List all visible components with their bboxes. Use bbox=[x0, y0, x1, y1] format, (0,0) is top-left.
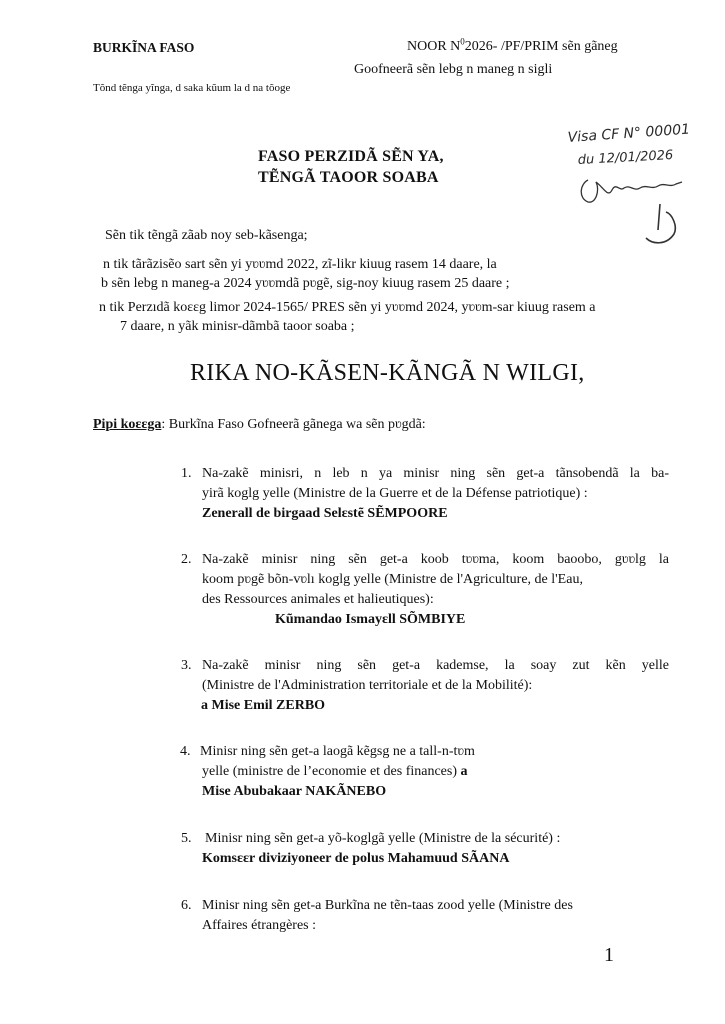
article-1-text: : Burkĩna Faso Gofneerã gãnega wa sẽn pʋgdã: bbox=[161, 417, 426, 432]
entry-number: 4. bbox=[180, 744, 191, 759]
entry-line: des Ressources animales et halieutiques): bbox=[202, 592, 434, 607]
ref-suffix: 2026- /PF/PRIM sẽn gãneg bbox=[464, 39, 618, 54]
article-1 bbox=[93, 417, 426, 433]
signature-scribble bbox=[581, 180, 682, 202]
entry-number: 5. bbox=[181, 831, 192, 846]
entry-number: 1. bbox=[181, 466, 192, 481]
national-motto: Tõnd tẽnga yĩnga, d saka kũum la d na tõoge bbox=[93, 82, 291, 94]
preamble-2-line2: b sẽn lebg n maneg-a 2024 yʋʋmdã pʋgẽ, sig-noy kiuug rasem 25 daare ; bbox=[101, 276, 510, 291]
entry-line: koom pʋgẽ bõn-vʋlı koglg yelle (Ministre de l'Agriculture, de l'Eau, bbox=[202, 572, 583, 587]
minister-name: Zenerall de birgaad Selɛstẽ SẼMPOORE bbox=[202, 506, 448, 521]
minister-entry-1 bbox=[181, 464, 669, 524]
signature-flourish bbox=[646, 204, 675, 243]
preamble-3-line2: 7 daare, n yãk minisr-dãmbã taoor soaba ; bbox=[120, 319, 355, 334]
minister-entry-6 bbox=[181, 896, 669, 936]
entry-number: 6. bbox=[181, 898, 192, 913]
government-subtitle: Goofneerã sẽn lebg n maneg n sigli bbox=[354, 62, 553, 77]
minister-entry-4 bbox=[180, 742, 580, 802]
authority-title-line2: TẼNGÃ TAOOR SOABA bbox=[258, 169, 439, 186]
entry-line: (Ministre de l'Administration territoriale et de la Mobilité): bbox=[202, 678, 533, 693]
preamble-3-line1: n tik Perzıdã koɛɛg limor 2024-1565/ PRES sẽn yi yʋʋmd 2024, yʋʋm-sar kiuug rasem a bbox=[99, 300, 596, 315]
article-1-label: Pipi koɛɛga bbox=[93, 417, 162, 432]
entry-line-bold: a bbox=[457, 764, 468, 779]
entry-number: 2. bbox=[181, 552, 192, 567]
country-name: BURKĨNA FASO bbox=[93, 40, 195, 55]
entry-line: Minisr ning sẽn get-a yõ-koglgã yelle (Ministre de la sécurité) : bbox=[205, 831, 561, 846]
decree-heading: RIKA NO-KÃSEN-KÃNGÃ N WILGI, bbox=[190, 360, 585, 386]
ref-sup: 0 bbox=[460, 36, 465, 47]
entry-line: Affaires étrangères : bbox=[202, 918, 317, 933]
minister-entry-5 bbox=[181, 829, 669, 869]
page-number: 1 bbox=[604, 944, 614, 966]
preamble-2-line1: n tik tãrãzisẽo sart sẽn yi yʋʋmd 2022, zĩ-likr kiuug rasem 14 daare, la bbox=[103, 257, 497, 272]
entry-line: Na-zakẽ minisr ning sẽn get-a koob tʋʋma, koom baoobo, gʋʋlg la bbox=[202, 552, 669, 567]
minister-name: Kũmandao Ismayɛll SÕMBIYE bbox=[275, 612, 466, 627]
preamble-1: Sẽn tik tẽngã zãab noy seb-kãsenga; bbox=[105, 228, 308, 243]
minister-entry-2 bbox=[181, 550, 669, 630]
ref-prefix: NOOR N bbox=[407, 39, 461, 54]
visa-stamp bbox=[560, 118, 715, 268]
visa-line1: Visa CF N° 00001 bbox=[567, 121, 691, 146]
entry-line: Minisr ning sẽn get-a Burkĩna ne tẽn-taas zood yelle (Ministre des bbox=[202, 898, 573, 913]
entry-line: Na-zakẽ minisr ning sẽn get-a kademse, la soay zut kẽn yelle bbox=[202, 658, 669, 673]
entry-line: Minisr ning sẽn get-a laogã kẽgsg ne a tall-n-tʋm bbox=[200, 744, 475, 759]
minister-entry-3 bbox=[181, 656, 669, 716]
entry-line: yirã koglg yelle (Ministre de la Guerre et de la Défense patriotique) : bbox=[202, 486, 588, 501]
entry-line: Na-zakẽ minisri, n leb n ya minisr ning sẽn get-a tãnsobendã la ba- bbox=[202, 466, 669, 481]
visa-line2: du 12/01/2026 bbox=[577, 148, 674, 168]
minister-name: Mise Abubakaar NAKÃNEBO bbox=[202, 784, 387, 799]
entry-number: 3. bbox=[181, 658, 192, 673]
minister-name: a Mise Emil ZERBO bbox=[201, 698, 326, 713]
entry-line: yelle (ministre de l’economie et des finances) bbox=[202, 764, 458, 779]
minister-name: Komsɛɛr diviziyoneer de polus Mahamuud SÃANA bbox=[202, 851, 510, 866]
decree-reference bbox=[407, 36, 618, 55]
visa-handwriting bbox=[560, 118, 715, 268]
authority-title-line1: FASO PERZIDÃ SẼN YA, bbox=[258, 148, 444, 165]
